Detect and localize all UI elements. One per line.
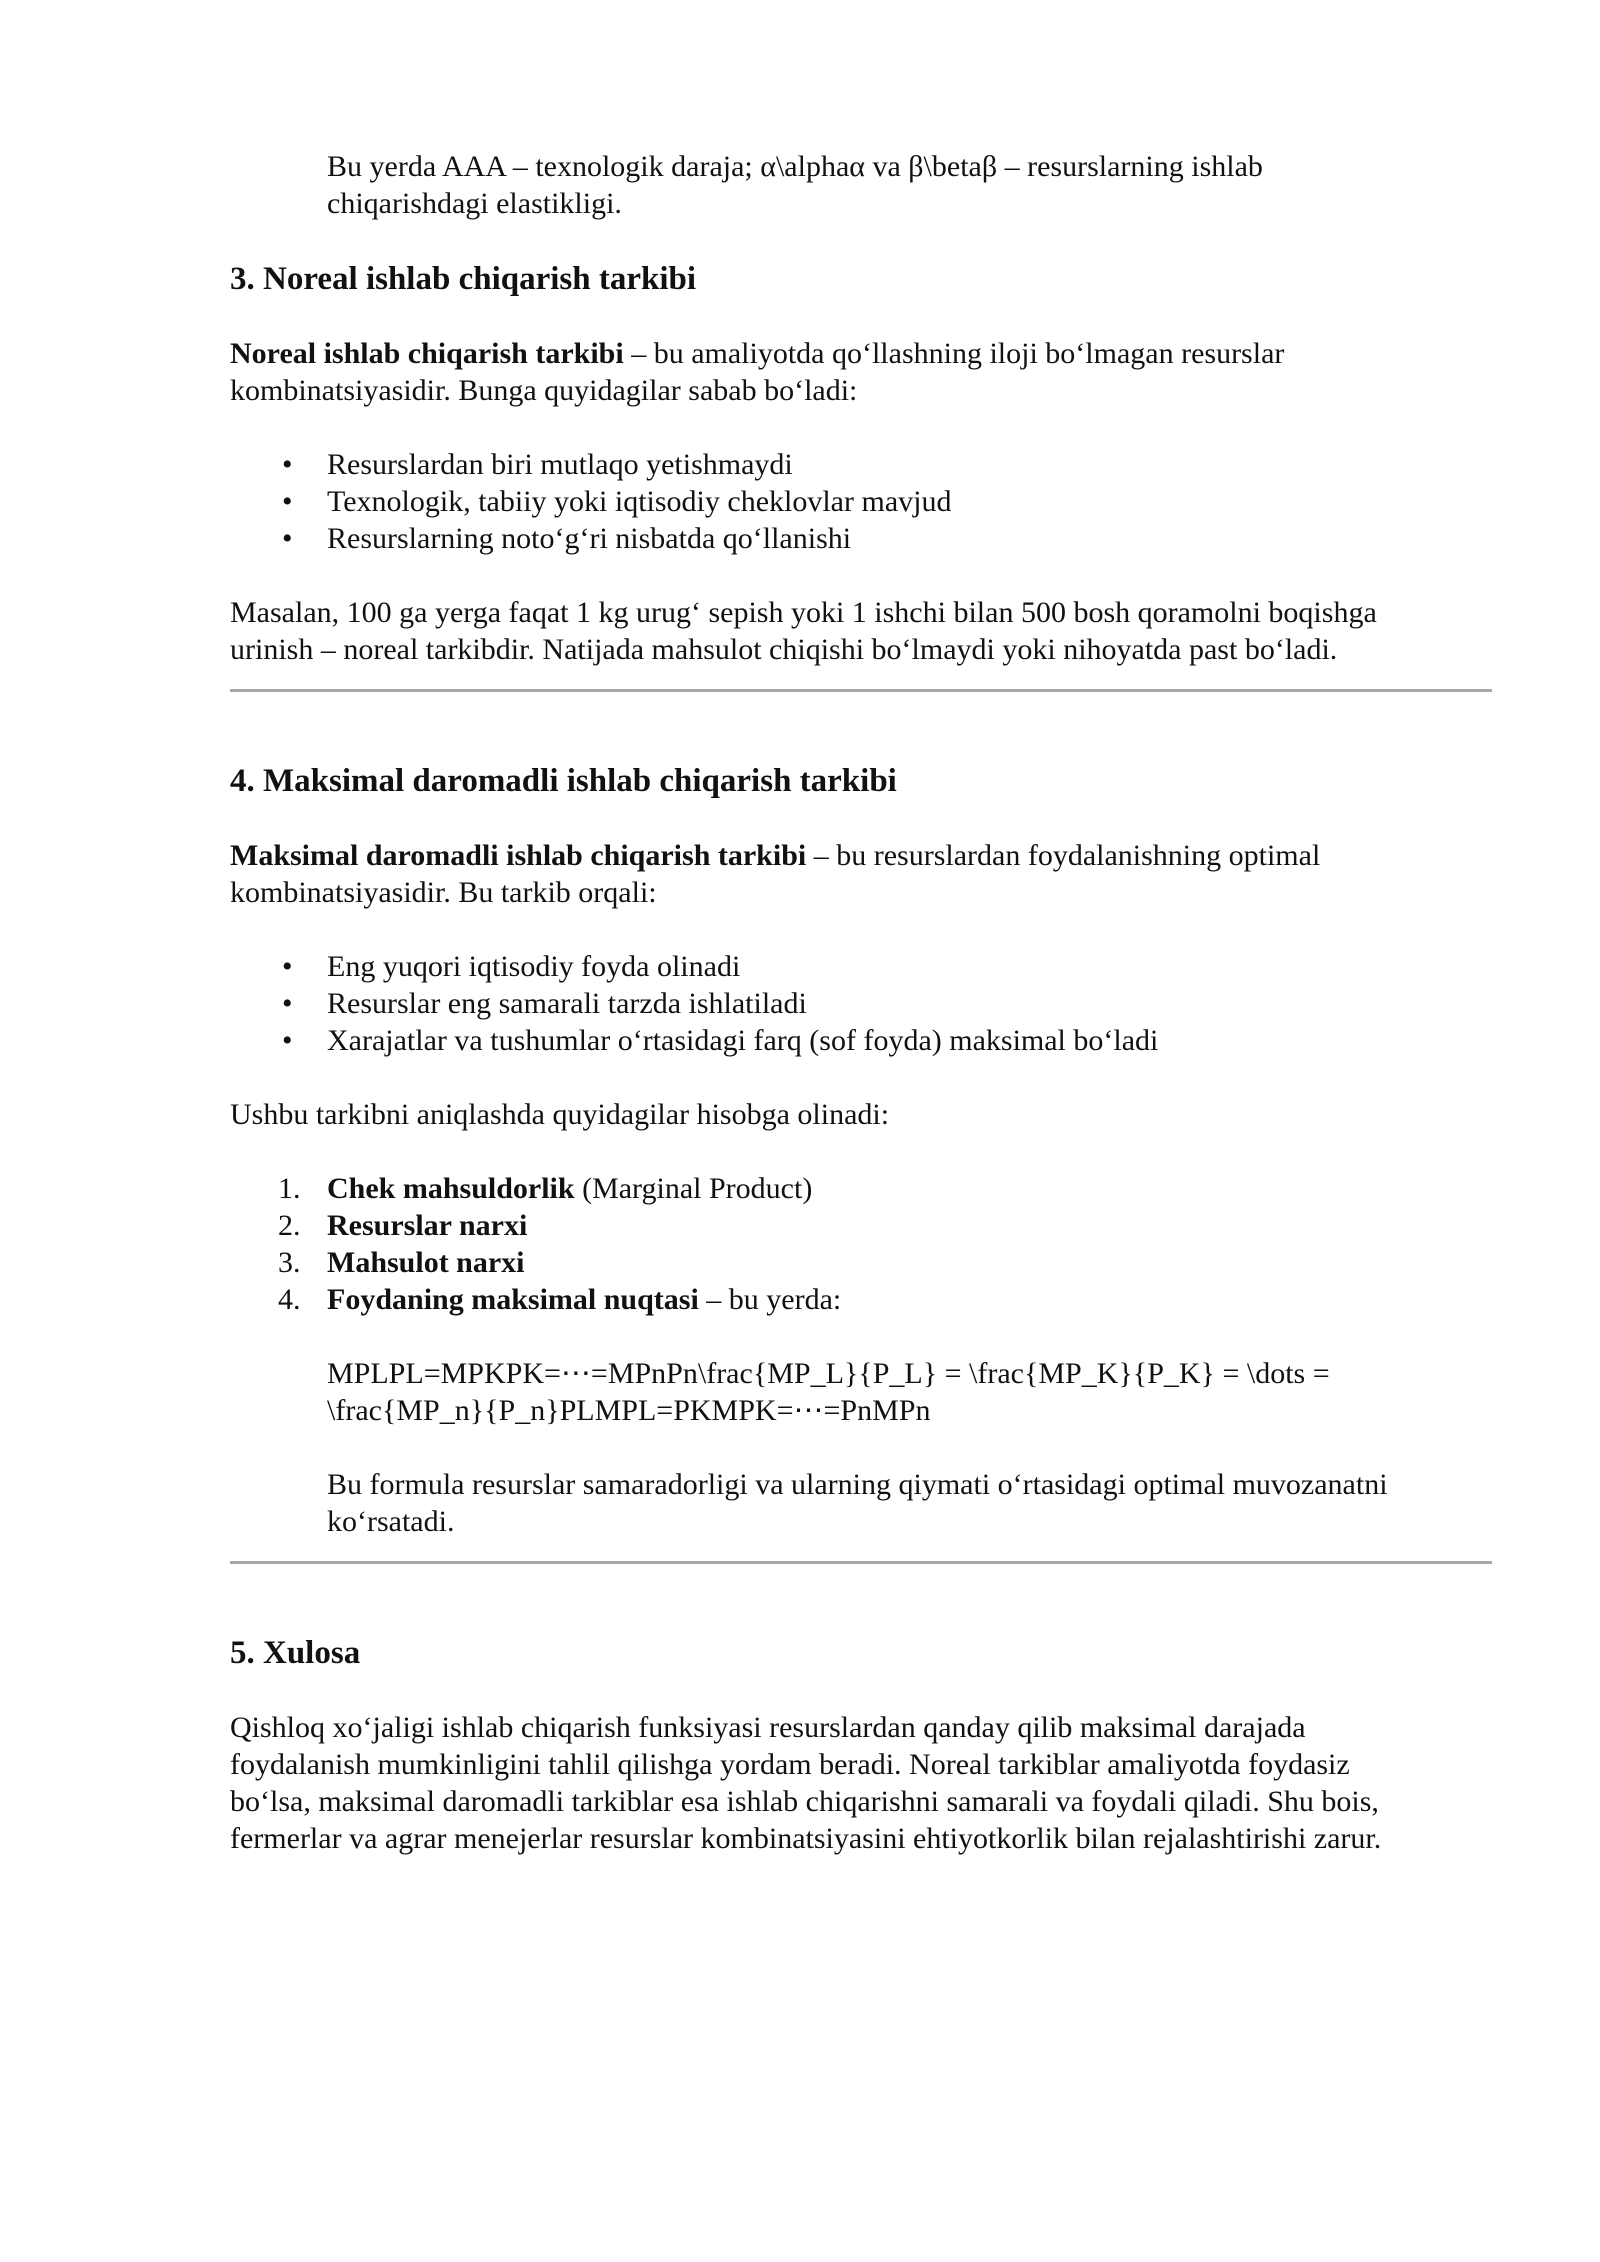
- section-3-example: Masalan, 100 ga yerga faqat 1 kg urug‘ sepish yoki 1 ishchi bilan 500 bosh qoramolni boqishga urinish – noreal tarkibdir. Natijada mahsulot chiqishi bo‘lmaydi yoki nihoyatda past bo‘ladi.: [230, 596, 1377, 666]
- section-3-bullet-list: [230, 446, 1492, 557]
- section-4-bullet-list: [230, 948, 1492, 1059]
- list-item: • Eng yuqori iqtisodiy foyda olinadi: [282, 950, 741, 983]
- horizontal-divider: [230, 689, 1492, 692]
- definition-text: – bu amaliyotda qo‘llashning iloji bo‘lmagan resurslar: [623, 337, 1285, 370]
- bullet-icon: •: [282, 448, 293, 481]
- section-4-heading: 4. Maksimal daromadli ishlab chiqarish tarkibi: [230, 763, 897, 799]
- list-item: • Texnologik, tabiiy yoki iqtisodiy cheklovlar mavjud: [282, 485, 952, 518]
- numbered-item: 3. Mahsulot narxi: [278, 1246, 525, 1279]
- list-item: • Xarajatlar va tushumlar o‘rtasidagi farq (sof foyda) maksimal bo‘ladi: [282, 1024, 1159, 1057]
- formula-block: [327, 1355, 1492, 1429]
- bullet-icon: •: [282, 1024, 293, 1057]
- list-item: • Resurslardan biri mutlaqo yetishmaydi: [282, 448, 793, 481]
- bullet-icon: •: [282, 485, 293, 518]
- numbered-item: 1. Chek mahsuldorlik (Marginal Product): [278, 1172, 813, 1205]
- intro-line: chiqarishdagi elastikligi.: [327, 187, 622, 220]
- document-page: [230, 148, 1492, 1857]
- formula-note: Bu formula resurslar samaradorligi va ularning qiymati o‘rtasidagi optimal muvozanatni ko‘rsatadi.: [327, 1468, 1388, 1538]
- definition-text: – bu resurslardan foydalanishning optimal: [806, 839, 1321, 872]
- formula-line: \frac{MP_n}{P_n}PLMPL=PKMPK=⋯=PnMPn: [327, 1394, 931, 1427]
- list-item: • Resurslar eng samarali tarzda ishlatiladi: [282, 987, 807, 1020]
- bullet-icon: •: [282, 950, 293, 983]
- intro-paragraph: [327, 148, 1492, 222]
- section-4-lead: Ushbu tarkibni aniqlashda quyidagilar hisobga olinadi:: [230, 1098, 890, 1131]
- definition-term: Noreal ishlab chiqarish tarkibi: [230, 337, 624, 370]
- definition-text: kombinatsiyasidir. Bunga quyidagilar sabab bo‘ladi:: [230, 374, 858, 407]
- section-5-heading: 5. Xulosa: [230, 1635, 361, 1671]
- section-4-definition: [230, 837, 1492, 911]
- bullet-icon: •: [282, 522, 293, 555]
- definition-term: Maksimal daromadli ishlab chiqarish tarkibi: [230, 839, 807, 872]
- section-3-heading: 3. Noreal ishlab chiqarish tarkibi: [230, 261, 697, 297]
- section-4-numbered-list: [230, 1170, 1492, 1318]
- horizontal-divider: [230, 1561, 1492, 1564]
- list-item: • Resurslarning noto‘g‘ri nisbatda qo‘llanishi: [282, 522, 852, 555]
- numbered-item: 2. Resurslar narxi: [278, 1209, 528, 1242]
- conclusion-paragraph: Qishloq xo‘jaligi ishlab chiqarish funksiyasi resurslardan qanday qilib maksimal darajada foydalanish mumkinligini tahlil qilishga yordam beradi. Noreal tarkiblar amaliyotda foydasiz bo‘lsa, maksimal daromadli tarkiblar esa ishlab chiqarishni samarali va foydali qiladi. Shu bois, fermerlar va agrar menejerlar resurslar kombinatsiyasini ehtiyotkorlik bilan rejalashtirishi zarur.: [230, 1711, 1382, 1855]
- formula-line: MPLPL=MPKPK=⋯=MPnPn\frac{MP_L}{P_L} = \frac{MP_K}{P_K} = \dots =: [327, 1357, 1330, 1390]
- section-3-definition: [230, 335, 1492, 409]
- intro-line: Bu yerda AAA – texnologik daraja; α\alphaα va β\betaβ – resurslarning ishlab: [327, 150, 1263, 183]
- definition-text: kombinatsiyasidir. Bu tarkib orqali:: [230, 876, 657, 909]
- bullet-icon: •: [282, 987, 293, 1020]
- numbered-item: 4. Foydaning maksimal nuqtasi – bu yerda:: [278, 1283, 842, 1316]
